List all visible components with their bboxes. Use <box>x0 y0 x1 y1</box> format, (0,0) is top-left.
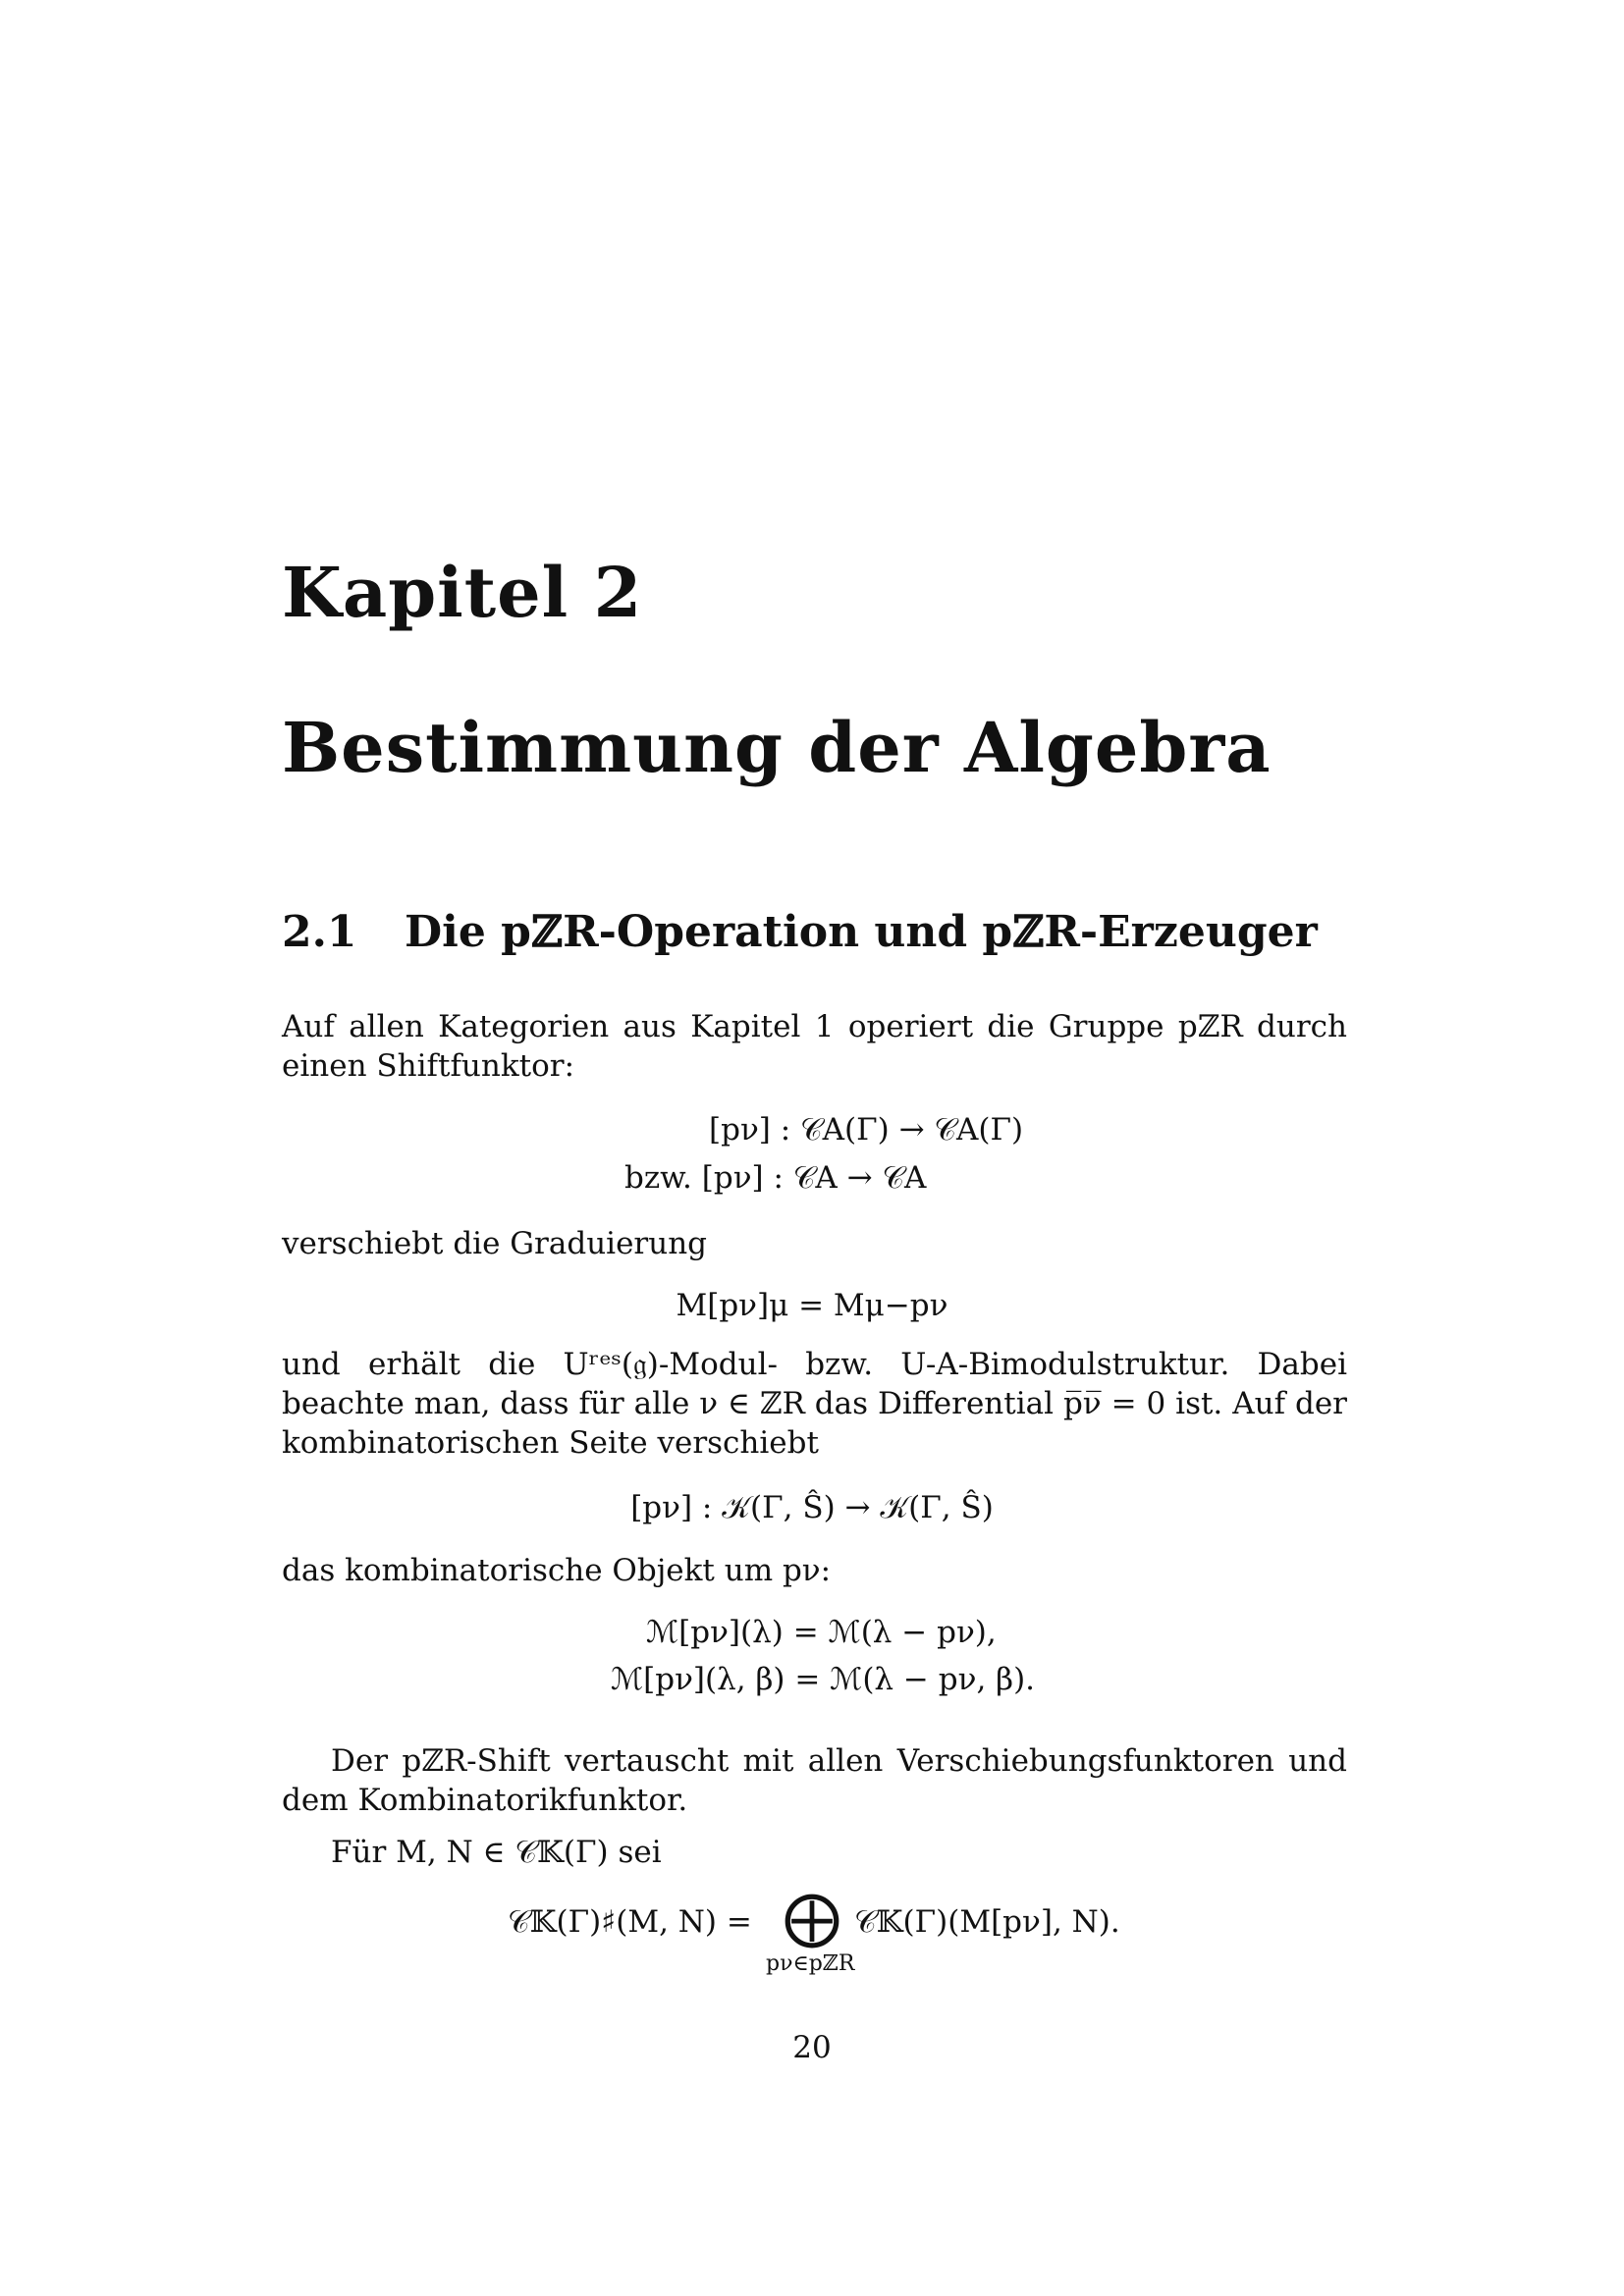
paragraph-hom-definition: Für M, N ∈ 𝒞𝕂(Γ) sei <box>331 1835 662 1870</box>
equation-hom-lhs: 𝒞𝕂(Γ)♯(M, N) = <box>508 1904 752 1940</box>
paragraph-intro: Auf allen Kategorien aus Kapitel 1 operiert die Gruppe pℤR durch einen Shiftfunktor: <box>282 1009 1347 1084</box>
section-title: Die pℤR-Operation und pℤR-Erzeuger <box>405 907 1318 957</box>
direct-sum-symbol: ⨁ <box>784 1884 840 1950</box>
equation-shift-2-body: [pν] : 𝒞A → 𝒞A <box>701 1160 927 1196</box>
page-number: 20 <box>792 2030 832 2065</box>
section-heading <box>282 907 1318 957</box>
equation-comb-object-2: ℳ[pν](λ, β) = ℳ(λ − pν, β). <box>611 1662 1036 1697</box>
section-number: 2.1 <box>282 907 357 957</box>
equation-shift-2 <box>624 1160 926 1197</box>
direct-sum-index: pν∈pℤR <box>766 1951 855 1976</box>
equation-shift-2-prefix: bzw. <box>624 1160 692 1196</box>
paragraph-shift-commutes: Der pℤR-Shift vertauscht mit allen Verschiebungsfunktoren und dem Kombinatorikfunktor. <box>282 1743 1347 1818</box>
equation-comb-object-1: ℳ[pν](λ) = ℳ(λ − pν), <box>646 1615 997 1650</box>
equation-shift-1: [pν] : 𝒞A(Γ) → 𝒞A(Γ) <box>709 1112 1024 1148</box>
equation-combinatorial-shift: [pν] : 𝒦(Γ, Ŝ) → 𝒦(Γ, Ŝ) <box>630 1490 994 1525</box>
chapter-label: Kapitel 2 <box>282 552 643 633</box>
chapter-title: Bestimmung der Algebra <box>282 707 1272 788</box>
paragraph-comb-object: das kombinatorische Objekt um pν: <box>282 1553 832 1588</box>
equation-hom-rhs: 𝒞𝕂(Γ)(M[pν], N). <box>854 1904 1120 1940</box>
equation-grading: M[pν]μ = Mμ−pν <box>676 1288 948 1323</box>
paragraph-grading-intro: verschiebt die Graduierung <box>282 1226 708 1261</box>
paragraph-module-structure: und erhält die Uʳᵉˢ(𝔤)-Modul- bzw. U-A-Bimodulstruktur. Dabei beachte man, dass für alle ν ∈ ℤR das Differential p̅ν̅ = 0 ist. Auf der kombinatorischen Seite verschiebt <box>282 1347 1347 1461</box>
